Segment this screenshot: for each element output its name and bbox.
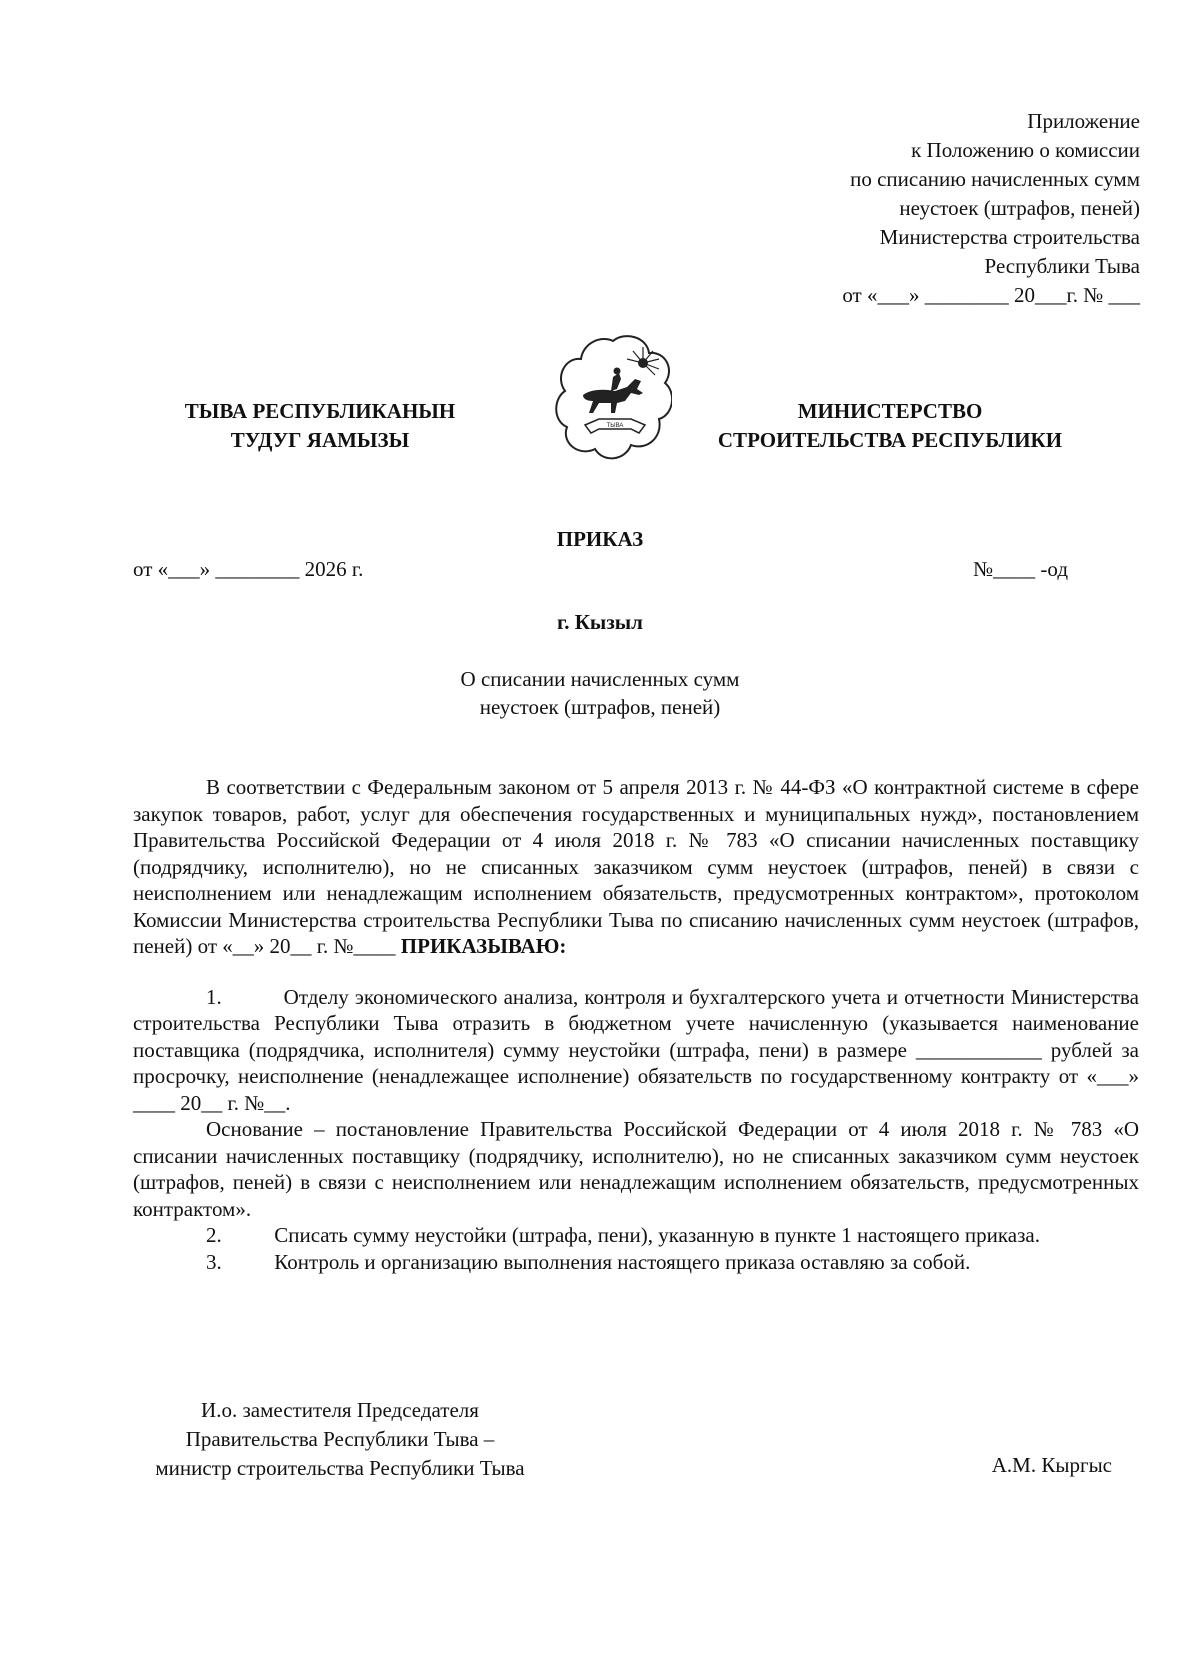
subject-line: О списании начисленных сумм [460, 667, 740, 691]
appendix-line: Министерства строительства [879, 225, 1140, 249]
emblem-icon [555, 333, 672, 470]
subject-line: неустоек (штрафов, пеней) [479, 695, 721, 719]
order-body [133, 774, 1139, 1275]
signatory-title [120, 1396, 560, 1483]
item-text: Контроль и организацию выполнения настоящего приказа оставляю за собой. [274, 1249, 971, 1274]
header-right [690, 397, 1090, 455]
header-left-line: ТУДУГ ЯАМЫЗЫ [230, 428, 410, 452]
appendix-line: по списанию начисленных сумм [850, 167, 1140, 191]
signatory-name: А.М. Кыргыс [991, 1453, 1112, 1477]
appendix-line: Республики Тыва [984, 254, 1140, 278]
order-number: №____ -од [973, 557, 1068, 581]
item-number: 3. [206, 1249, 222, 1274]
item-number: 2. [206, 1223, 222, 1247]
header-right-line: СТРОИТЕЛЬСТВА РЕСПУБЛИКИ [717, 428, 1063, 452]
order-word: ПРИКАЗЫВАЮ: [400, 934, 567, 958]
item-text: Списать сумму неустойки (штрафа, пени), указанную в пункте 1 настоящего приказа. [274, 1223, 1040, 1247]
preamble-paragraph [133, 774, 1139, 960]
signatory-title-line: И.о. заместителя Председателя [201, 1398, 479, 1422]
header-right-line: МИНИСТЕРСТВО [797, 399, 983, 423]
signatory-title-line: министр строительства Республики Тыва [155, 1456, 525, 1480]
signatory-title-line: Правительства Республики Тыва – [185, 1427, 495, 1451]
order-subject [0, 665, 1200, 721]
document-title: ПРИКАЗ [556, 527, 644, 551]
appendix-line: от «___» ________ 20___г. № ___ [842, 283, 1140, 307]
order-city: г. Кызыл [557, 610, 643, 634]
item-number: 1. [206, 984, 222, 1009]
basis-paragraph: Основание – постановление Правительства Российской Федерации от 4 июля 2018 г. № 783 «О списании начисленных поставщику (подрядчику, исполнителю), но не списанных заказчиком сумм неустоек (штрафов, пеней) в связи с неисполнением или ненадлежащим исполнением обязательств, предусмотренных контрактом». [133, 1117, 1139, 1221]
header-left [150, 397, 490, 455]
order-date: от «___» ________ 2026 г. [133, 557, 364, 581]
emblem-ribbon-label: ТЫВА [606, 423, 624, 429]
appendix-line: неустоек (штрафов, пеней) [899, 196, 1140, 220]
preamble-text: В соответствии с Федеральным законом от 5 апреля 2013 г. № 44-ФЗ «О контрактной системе в сфере закупок товаров, работ, услуг для обеспечения государственных и муниципальных нужд», постановлением Правительства Российской Федерации от 4 июля 2018 г. № 783 «О списании начисленных поставщику (подрядчику, исполнителю), но не списанных заказчиком сумм неустоек (штрафов, пеней) в связи с неисполнением или ненадлежащим исполнением обязательств, предусмотренных контрактом», протоколом Комиссии Министерства строительства Республики Тыва по списанию начисленных сумм неустоек (штрафов, пеней) от «__» 20__ г. №____ [133, 775, 1139, 958]
appendix-line: к Положению о комиссии [911, 138, 1140, 162]
header-left-line: ТЫВА РЕСПУБЛИКАНЫН [184, 399, 456, 423]
item-2 [133, 1222, 1139, 1249]
appendix-line: Приложение [1027, 109, 1140, 133]
item-text: Отделу экономического анализа, контроля и бухгалтерского учета и отчетности Министерства строительства Республики Тыва отразить в бюджетном учете начисленную (указывается наименование поставщика (подрядчика, исполнителя) сумму неустойки (штрафа, пени) в размере ____________ рублей за просрочку, неисполнение (ненадлежащее исполнение) обязательств по государственному контракту от «___» ____ 20__ г. №__. [133, 984, 1139, 1115]
item-1 [133, 984, 1139, 1117]
item-3 [133, 1249, 1139, 1276]
appendix-block [680, 107, 1140, 310]
